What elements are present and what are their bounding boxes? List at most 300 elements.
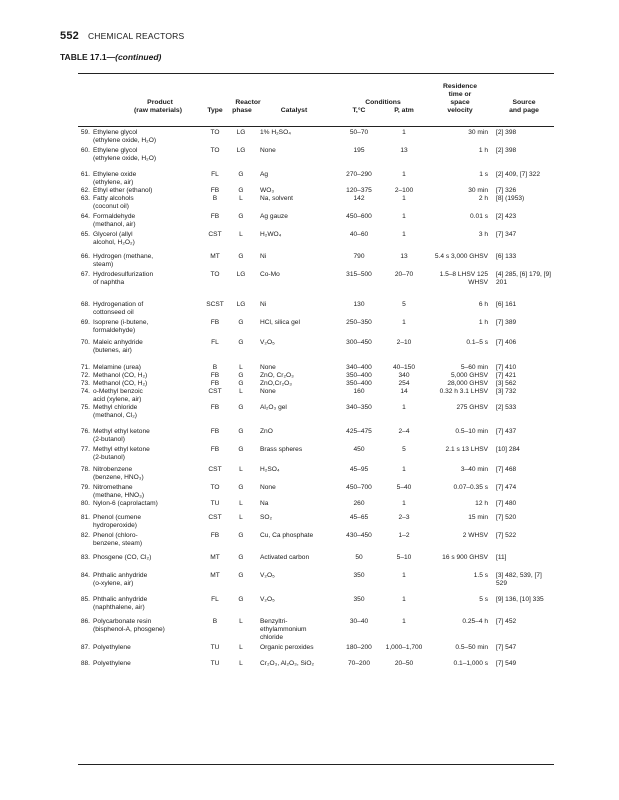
row-phase: G bbox=[238, 484, 244, 491]
row-catalyst: ZnO bbox=[260, 428, 273, 435]
row-number: 70. bbox=[80, 339, 90, 346]
row-product bbox=[78, 466, 196, 482]
row-type: MT bbox=[210, 253, 220, 260]
table-caption bbox=[60, 52, 161, 62]
row-temperature: 250–350 bbox=[346, 319, 372, 326]
row-residence: 3–40 min bbox=[460, 466, 488, 473]
row-residence: 0.1–1,000 s bbox=[453, 660, 488, 667]
row-raw-materials: (2-butanol) bbox=[93, 454, 125, 461]
row-pressure: 14 bbox=[400, 388, 408, 395]
row-pressure: 254 bbox=[398, 380, 410, 387]
row-product-name: Ethylene glycol bbox=[93, 147, 138, 154]
row-product-name: Phthalic anhydride bbox=[93, 596, 148, 603]
row-source: [7] 437 bbox=[496, 428, 517, 435]
row-source: [7] 406 bbox=[496, 339, 517, 346]
row-residence: 1 h bbox=[478, 147, 488, 154]
row-product bbox=[78, 253, 196, 269]
row-catalyst: None bbox=[260, 364, 276, 371]
row-raw-materials: (naphthalene, air) bbox=[93, 604, 145, 611]
row-catalyst: Brass spheres bbox=[260, 446, 303, 453]
row-source: [9] 136, [10] 335 bbox=[496, 596, 544, 603]
row-phase: G bbox=[238, 572, 244, 579]
row-product-name: Methyl chloride bbox=[93, 404, 138, 411]
row-temperature: 50 bbox=[355, 554, 363, 561]
row-raw-materials: acid (xylene, air) bbox=[93, 396, 142, 403]
row-phase: G bbox=[238, 372, 244, 379]
header-source: Source bbox=[512, 99, 536, 106]
row-raw-materials: (butenes, air) bbox=[93, 347, 132, 354]
row-temperature: 350–400 bbox=[346, 372, 372, 379]
row-phase: G bbox=[238, 404, 244, 411]
header-product: Product bbox=[147, 99, 173, 106]
row-catalyst: Organic peroxides bbox=[260, 644, 314, 651]
row-residence: 3 h bbox=[478, 231, 488, 238]
row-source: [7] 347 bbox=[496, 231, 517, 238]
row-catalyst: Na, solvent bbox=[260, 195, 293, 202]
row-temperature: 142 bbox=[353, 195, 365, 202]
row-residence: 5,000 GHSV bbox=[450, 372, 488, 379]
header-residence: Residence time or bbox=[442, 83, 477, 98]
row-pressure: 1 bbox=[402, 171, 406, 178]
row-catalyst: H₂SO₄ bbox=[260, 466, 280, 473]
row-phase: LG bbox=[236, 129, 246, 136]
table-label: TABLE 17.1— bbox=[60, 52, 116, 62]
row-product-name: Methyl ethyl ketone bbox=[93, 428, 150, 435]
row-source: [7] 522 bbox=[496, 532, 517, 539]
row-raw-materials: benzene, steam) bbox=[93, 540, 143, 547]
row-number: 77. bbox=[80, 446, 90, 453]
row-product-name: Fatty alcohols bbox=[93, 195, 134, 202]
row-temperature: 350 bbox=[353, 596, 365, 603]
row-number: 80. bbox=[80, 500, 90, 507]
row-type: CST bbox=[208, 514, 222, 521]
row-product bbox=[78, 319, 196, 335]
row-product-name: Phenol (chloro- bbox=[93, 532, 138, 539]
row-catalyst: Ni bbox=[260, 253, 267, 260]
header-reactor: Reactor bbox=[235, 99, 261, 106]
row-raw-materials: (benzene, HNO₃) bbox=[93, 474, 144, 481]
header-catalyst: Catalyst bbox=[280, 107, 308, 114]
row-residence: 30 min bbox=[468, 129, 488, 136]
row-source: [8] (1953) bbox=[496, 195, 525, 202]
page-number: 552 bbox=[60, 30, 79, 42]
row-phase: G bbox=[238, 428, 244, 435]
row-residence: 0.32 h 3.1 LHSV bbox=[439, 388, 488, 395]
row-catalyst: None bbox=[260, 147, 276, 154]
row-raw-materials: (coconut oil) bbox=[93, 203, 129, 210]
row-number: 71. bbox=[80, 364, 90, 371]
row-product-name: Ethylene oxide bbox=[93, 171, 137, 178]
row-type: CST bbox=[208, 388, 222, 395]
row-product-name: Hydrogenation of bbox=[93, 301, 144, 308]
row-phase: G bbox=[238, 187, 244, 194]
row-catalyst: Cr₂O₃, Al₂O₃, SiO₂ bbox=[260, 660, 315, 667]
row-source: [2] 533 bbox=[496, 404, 517, 411]
row-temperature: 50–70 bbox=[349, 129, 369, 136]
row-product-name: Nitrobenzene bbox=[93, 466, 133, 473]
row-product-name: Nitromethane bbox=[93, 484, 133, 491]
row-type: TO bbox=[210, 484, 220, 491]
row-product bbox=[78, 500, 196, 508]
row-product bbox=[78, 446, 196, 462]
row-source: [7] 520 bbox=[496, 514, 517, 521]
row-source: [7] 389 bbox=[496, 319, 517, 326]
row-pressure: 1 bbox=[402, 404, 406, 411]
row-product bbox=[78, 271, 196, 287]
row-temperature: 260 bbox=[353, 500, 365, 507]
header-type: Type bbox=[207, 107, 223, 114]
row-product-name: Hydrodesulfurization bbox=[93, 271, 154, 278]
row-source: [10] 284 bbox=[496, 446, 520, 453]
row-phase: G bbox=[238, 596, 244, 603]
row-product-name: Phenol (cumene bbox=[93, 514, 142, 521]
row-product-name: Ethylene glycol bbox=[93, 129, 138, 136]
row-residence: 0.25–4 h bbox=[462, 618, 488, 625]
row-pressure: 1 bbox=[402, 231, 406, 238]
row-source: [7] 547 bbox=[496, 644, 517, 651]
row-type: FB bbox=[210, 380, 220, 387]
row-type: FB bbox=[210, 404, 220, 411]
row-number: 78. bbox=[80, 466, 90, 473]
row-source: [7] 421 bbox=[496, 372, 517, 379]
row-catalyst: V₂O₅ bbox=[260, 572, 275, 579]
row-pressure: 20–50 bbox=[394, 660, 414, 667]
row-product bbox=[78, 484, 196, 500]
row-raw-materials: of naphtha bbox=[93, 279, 125, 286]
row-phase: LG bbox=[236, 271, 246, 278]
row-pressure: 5–40 bbox=[396, 484, 412, 491]
row-product bbox=[78, 380, 196, 388]
row-product bbox=[78, 660, 196, 668]
row-product bbox=[78, 596, 196, 612]
header-conditions: Conditions bbox=[365, 99, 401, 106]
row-product bbox=[78, 147, 196, 163]
row-product-name: Phosgene (CO, Cl₂) bbox=[93, 554, 152, 561]
row-type: B bbox=[212, 195, 218, 202]
running-title: CHEMICAL REACTORS bbox=[87, 31, 185, 41]
row-raw-materials: cottonseed oil bbox=[93, 309, 134, 316]
row-product-name: o-Methyl benzoic bbox=[93, 388, 143, 395]
row-source: [3] 562 bbox=[496, 380, 517, 387]
row-phase: L bbox=[239, 660, 243, 667]
row-source: [11] bbox=[496, 554, 507, 561]
row-type: FB bbox=[210, 213, 220, 220]
row-pressure: 20–70 bbox=[394, 271, 414, 278]
row-temperature: 70–200 bbox=[347, 660, 370, 667]
row-type: TO bbox=[210, 271, 220, 278]
row-residence: 0.5–10 min bbox=[455, 428, 488, 435]
row-product bbox=[78, 301, 196, 317]
row-temperature: 340–350 bbox=[346, 404, 372, 411]
row-residence: 28,000 GHSV bbox=[447, 380, 488, 387]
row-pressure: 13 bbox=[400, 253, 408, 260]
row-pressure: 5 bbox=[402, 446, 406, 453]
row-raw-materials: steam) bbox=[93, 261, 114, 268]
row-pressure: 5–10 bbox=[396, 554, 412, 561]
row-source: [7] 326 bbox=[496, 187, 517, 194]
row-residence: 12 h bbox=[475, 500, 488, 507]
row-residence: 0.07–0.35 s bbox=[453, 484, 488, 491]
row-type: MT bbox=[210, 572, 220, 579]
row-number: 83. bbox=[80, 554, 90, 561]
row-type: MT bbox=[210, 554, 220, 561]
row-number: 85. bbox=[80, 596, 90, 603]
row-temperature: 120–375 bbox=[346, 187, 372, 194]
row-type: CST bbox=[208, 466, 222, 473]
header-temperature: T,°C bbox=[352, 107, 366, 114]
row-pressure: 1 bbox=[402, 129, 406, 136]
row-raw-materials: hydroperoxide) bbox=[93, 522, 137, 529]
row-raw-materials: (methane, HNO₃) bbox=[93, 492, 145, 499]
row-catalyst: Al₂O₃ gel bbox=[260, 404, 287, 411]
row-number: 75. bbox=[80, 404, 90, 411]
row-temperature: 425–475 bbox=[346, 428, 372, 435]
row-product-name: Polycarbonate resin bbox=[93, 618, 152, 625]
row-pressure: 1 bbox=[402, 466, 406, 473]
row-number: 72. bbox=[80, 372, 90, 379]
row-product bbox=[78, 644, 196, 652]
row-residence: 1.5–8 LHSV 125 WHSV bbox=[439, 271, 488, 286]
row-catalyst: H₂WO₄ bbox=[260, 231, 282, 238]
row-catalyst: 1% H₂SO₄ bbox=[260, 129, 291, 136]
row-raw-materials: formaldehyde) bbox=[93, 327, 136, 334]
header-page: and page bbox=[509, 107, 539, 114]
row-source: [6] 161 bbox=[496, 301, 517, 308]
row-number: 59. bbox=[80, 129, 90, 136]
row-product bbox=[78, 428, 196, 444]
row-phase: L bbox=[239, 466, 243, 473]
row-product bbox=[78, 372, 196, 380]
row-product-name: Nylon-6 (caprolactam) bbox=[93, 500, 158, 507]
row-residence: 0.01 s bbox=[470, 213, 488, 220]
row-temperature: 300–450 bbox=[346, 339, 372, 346]
row-raw-materials: (ethylene oxide, H₂O) bbox=[93, 155, 157, 162]
row-residence: 0.1–5 s bbox=[466, 339, 488, 346]
row-pressure: 1,000–1,700 bbox=[385, 644, 423, 651]
row-catalyst: V₂O₅ bbox=[260, 596, 275, 603]
row-phase: G bbox=[238, 339, 244, 346]
row-product-name: Formaldehyde bbox=[93, 213, 136, 220]
row-temperature: 45–95 bbox=[349, 466, 369, 473]
row-pressure: 2–4 bbox=[398, 428, 410, 435]
row-phase: LG bbox=[236, 301, 246, 308]
row-raw-materials: (ethylene, air) bbox=[93, 179, 134, 186]
row-catalyst: Co-Mo bbox=[260, 271, 280, 278]
row-product-name: Polyethylene bbox=[93, 644, 131, 651]
row-residence: 2.1 s 13 LHSV bbox=[445, 446, 488, 453]
row-catalyst: Cu, Ca phosphate bbox=[260, 532, 314, 539]
row-product-name: Polyethylene bbox=[93, 660, 131, 667]
row-type: FL bbox=[211, 339, 219, 346]
row-type: SCST bbox=[206, 301, 224, 308]
row-phase: G bbox=[238, 380, 244, 387]
row-phase: LG bbox=[236, 147, 246, 154]
row-source: [2] 398 bbox=[496, 147, 517, 154]
row-catalyst: Na bbox=[260, 500, 269, 507]
row-source: [6] 133 bbox=[496, 253, 517, 260]
row-residence: 6 h bbox=[478, 301, 488, 308]
row-phase: L bbox=[239, 644, 243, 651]
row-product-name: Melamine (urea) bbox=[93, 364, 142, 371]
row-product bbox=[78, 404, 196, 420]
table-bottom-rule bbox=[78, 764, 554, 765]
row-number: 69. bbox=[80, 319, 90, 326]
row-pressure: 5 bbox=[402, 301, 406, 308]
row-pressure: 340 bbox=[398, 372, 410, 379]
row-number: 73. bbox=[80, 380, 90, 387]
row-phase: G bbox=[238, 253, 244, 260]
row-pressure: 1–2 bbox=[398, 532, 410, 539]
row-pressure: 1 bbox=[402, 618, 406, 625]
row-product-name: Glycerol (allyl bbox=[93, 231, 133, 238]
row-type: FL bbox=[211, 171, 219, 178]
row-residence: 2 h bbox=[478, 195, 488, 202]
row-source: [7] 474 bbox=[496, 484, 517, 491]
row-pressure: 2–100 bbox=[394, 187, 414, 194]
row-product bbox=[78, 618, 196, 634]
row-raw-materials: (2-butanol) bbox=[93, 436, 125, 443]
row-product-name: Hydrogen (methane, bbox=[93, 253, 154, 260]
row-source: [7] 480 bbox=[496, 500, 517, 507]
row-type: FB bbox=[210, 187, 220, 194]
row-temperature: 350 bbox=[353, 572, 365, 579]
row-product-name: Methanol (CO, H₂) bbox=[93, 380, 148, 387]
row-source: [4] 285, [6] 179, [9] 201 bbox=[496, 271, 551, 286]
header-space: space bbox=[450, 99, 470, 106]
row-residence: 5 s bbox=[479, 596, 488, 603]
row-type: FB bbox=[210, 446, 220, 453]
row-temperature: 45–65 bbox=[349, 514, 369, 521]
row-product bbox=[78, 195, 196, 211]
row-raw-materials: alcohol, H₂O₂) bbox=[93, 239, 135, 246]
row-product bbox=[78, 572, 196, 588]
row-product bbox=[78, 554, 196, 562]
row-temperature: 350–400 bbox=[346, 380, 372, 387]
row-product-name: Maleic anhydride bbox=[93, 339, 143, 346]
row-number: 74. bbox=[80, 388, 90, 395]
row-catalyst: None bbox=[260, 484, 276, 491]
row-residence: 1.5 s bbox=[473, 572, 488, 579]
header-phase: phase bbox=[232, 107, 252, 114]
row-catalyst: SO₂ bbox=[260, 514, 273, 521]
row-temperature: 450–600 bbox=[346, 213, 372, 220]
row-pressure: 1 bbox=[402, 500, 406, 507]
table-header-rule bbox=[78, 126, 554, 127]
table-continued: (continued) bbox=[115, 52, 162, 62]
row-number: 68. bbox=[80, 301, 90, 308]
row-catalyst: V₂O₅ bbox=[260, 339, 275, 346]
row-type: FL bbox=[211, 596, 219, 603]
row-number: 62. bbox=[80, 187, 90, 194]
row-source: [2] 398 bbox=[496, 129, 517, 136]
row-pressure: 1 bbox=[402, 572, 406, 579]
row-product bbox=[78, 187, 196, 195]
row-number: 81. bbox=[80, 514, 90, 521]
row-phase: L bbox=[239, 618, 243, 625]
row-phase: L bbox=[239, 195, 243, 202]
row-residence: 1 h bbox=[478, 319, 488, 326]
row-number: 87. bbox=[80, 644, 90, 651]
row-raw-materials: (methanol, Cl₂) bbox=[93, 412, 137, 419]
row-type: FB bbox=[210, 319, 220, 326]
row-source: [2] 409, [7] 322 bbox=[496, 171, 540, 178]
row-source: [2] 423 bbox=[496, 213, 517, 220]
row-residence: 0.5–50 min bbox=[455, 644, 488, 651]
row-phase: G bbox=[238, 171, 244, 178]
row-number: 82. bbox=[80, 532, 90, 539]
row-residence: 30 min bbox=[468, 187, 488, 194]
row-number: 65. bbox=[80, 231, 90, 238]
row-type: TU bbox=[210, 660, 220, 667]
row-number: 79. bbox=[80, 484, 90, 491]
row-temperature: 40–60 bbox=[349, 231, 369, 238]
row-product-name: Methanol (CO, H₂) bbox=[93, 372, 148, 379]
row-product bbox=[78, 213, 196, 229]
row-type: B bbox=[212, 364, 218, 371]
row-phase: L bbox=[239, 364, 243, 371]
row-catalyst: Benzyltri-ethylammonium chloride bbox=[260, 618, 307, 641]
row-pressure: 1 bbox=[402, 596, 406, 603]
row-catalyst: Ag bbox=[260, 171, 269, 178]
row-number: 67. bbox=[80, 271, 90, 278]
row-temperature: 160 bbox=[353, 388, 365, 395]
row-pressure: 13 bbox=[400, 147, 408, 154]
row-product bbox=[78, 532, 196, 548]
row-type: TO bbox=[210, 147, 220, 154]
row-product bbox=[78, 129, 196, 145]
row-source: [7] 468 bbox=[496, 466, 517, 473]
row-residence: 16 s 900 GHSV bbox=[442, 554, 488, 561]
page-header bbox=[60, 30, 184, 42]
row-phase: L bbox=[239, 514, 243, 521]
row-number: 63. bbox=[80, 195, 90, 202]
row-number: 66. bbox=[80, 253, 90, 260]
row-temperature: 790 bbox=[353, 253, 365, 260]
row-number: 86. bbox=[80, 618, 90, 625]
row-product bbox=[78, 171, 196, 187]
row-catalyst: Ag gauze bbox=[260, 213, 288, 220]
row-pressure: 1 bbox=[402, 195, 406, 202]
row-phase: G bbox=[238, 319, 244, 326]
row-pressure: 2–10 bbox=[396, 339, 412, 346]
row-type: CST bbox=[208, 231, 222, 238]
row-temperature: 270–290 bbox=[346, 171, 372, 178]
row-source: [7] 549 bbox=[496, 660, 517, 667]
row-catalyst: WO₃ bbox=[260, 187, 275, 194]
row-number: 64. bbox=[80, 213, 90, 220]
row-product-name: Isoprene (i-butene, bbox=[93, 319, 149, 326]
row-residence: 5–60 min bbox=[460, 364, 488, 371]
row-type: TO bbox=[210, 129, 220, 136]
row-type: TU bbox=[210, 500, 220, 507]
row-product-name: Ethyl ether (ethanol) bbox=[93, 187, 153, 194]
row-source: [7] 452 bbox=[496, 618, 517, 625]
row-product bbox=[78, 339, 196, 355]
table-top-rule bbox=[78, 73, 554, 74]
row-number: 76. bbox=[80, 428, 90, 435]
row-number: 84. bbox=[80, 572, 90, 579]
row-catalyst: ZnO,Cr₂O₃ bbox=[260, 380, 292, 387]
row-temperature: 450 bbox=[353, 446, 365, 453]
row-temperature: 450–700 bbox=[346, 484, 372, 491]
row-raw-materials: (ethylene oxide, H₂O) bbox=[93, 137, 157, 144]
row-catalyst: HCl, silica gel bbox=[260, 319, 300, 326]
row-temperature: 195 bbox=[353, 147, 365, 154]
row-catalyst: None bbox=[260, 388, 276, 395]
row-source: [3] 482, 539, [7] 529 bbox=[496, 572, 542, 587]
row-residence: 275 GHSV bbox=[456, 404, 488, 411]
row-product bbox=[78, 364, 196, 372]
